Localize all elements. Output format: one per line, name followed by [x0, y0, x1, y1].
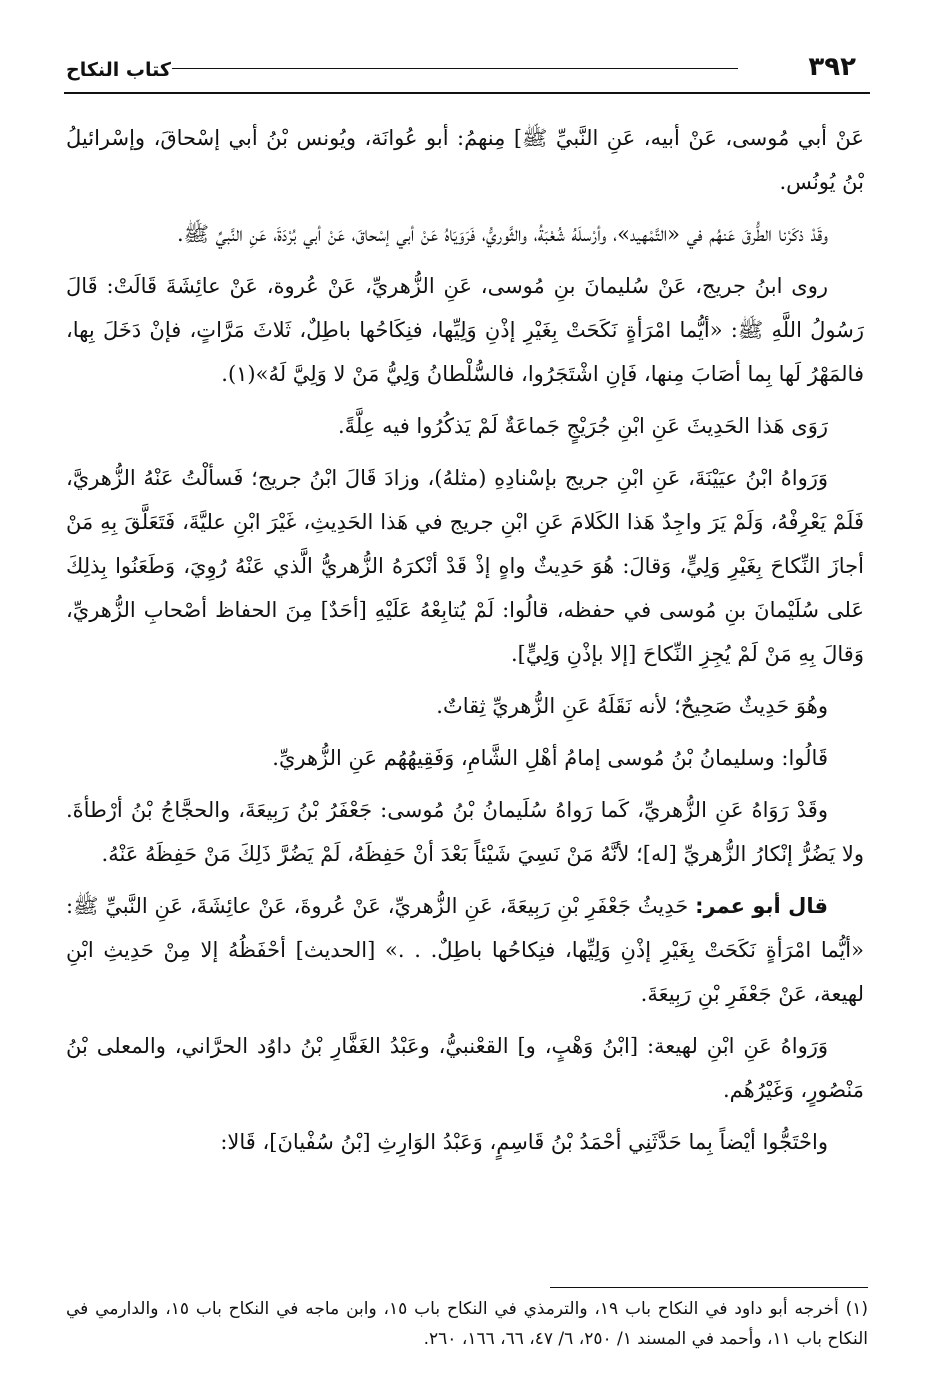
- paragraph: روى ابنُ جريج، عَنْ سُليمانَ بنِ مُوسى، عَنِ الزُّهريِّ، عَنْ عُروة، عَنْ عائِشَةَ قَالَتْ: قَالَ رَسُولُ اللَّهِ ﷺ: «أيُّما امْرَأةٍ نَكَحَتْ بِغَيْرِ إذْنِ وَلِيِّها، فنِكَاحُها باطِلٌ، ثَلاثَ مَرَّاتٍ، فإنْ دَخَلَ بِها، فالمَهْرُ لَها بِما أصَابَ مِنها، فَإنِ اشْتَجَرُوا، فالسُّلْطانُ وَلِيُّ مَنْ لا وَلِيَّ لَهُ»(١).: [66, 274, 864, 386]
- paragraph: [66, 884, 864, 1016]
- paragraph: رَوَى هَذا الحَدِيثَ عَنِ ابْنِ جُرَيْجٍ جَماعَةٌ لَمْ يَذكُرُوا فيه عِلَّةً.: [338, 414, 828, 438]
- paragraph: وهُوَ حَدِيثٌ صَحِيحٌ؛ لأنه نَقَلَهُ عَنِ الزُّهريِّ ثِقاتٌ.: [436, 694, 828, 718]
- header-divider: [64, 92, 870, 94]
- footnote: (١) أخرجه أبو داود في النكاح باب ١٩، والترمذي في النكاح باب ١٥، وابن ماجه في النكاح باب ١٥، والدارمي في النكاح باب ١١، وأحمد في المسند ١/ ٢٥٠، ٦/ ٤٧، ٦٦، ١٦٦، ٢٦٠.: [66, 1299, 868, 1349]
- speaker-label: قال أبو عمر:: [695, 894, 828, 918]
- page-header: [66, 42, 856, 90]
- paragraph: قَالُوا: وسليمانُ بْنُ مُوسى إمامُ أهْلِ الشَّامِ، وَفَقِيهُهُم عَنِ الزُّهريِّ.: [272, 746, 828, 770]
- paragraph: عَنْ أبي مُوسى، عَنْ أبيه، عَنِ النَّبيِّ ﷺ] مِنهمُ: أبو عُوانَة، ويُونس بْنُ أبي إسْحاقَ، وإسْرائيلُ بْنُ يُونُس.: [66, 126, 864, 194]
- paragraph-text: حَدِيثُ جَعْفَرِ بْنِ رَبِيعَةَ، عَنِ الزُّهريِّ، عَنْ عُروةَ، عَنْ عائِشَةَ، عَنِ النَّبيِّ ﷺ: «أيُّما امْرَأةٍ نَكَحَتْ بِغَيْرِ إذْنِ وَلِيِّها، فنِكاحُها باطِلٌ. . .» [الحديث] أحْفَظُهُ إلا مِنْ حَدِيثِ ابْنِ لهيعة، عَنْ جَعْفَرِ بْنِ رَبِيعَةَ.: [66, 894, 864, 1006]
- page-number: ٣٩٢: [808, 52, 856, 82]
- paragraph: وَرَواهُ ابْنُ عيَيْنَةَ، عَنِ ابْنِ جريج بإسْنادِهِ (مثلهُ)، وزادَ قَالَ ابْنُ جريج؛ فَسألْتُ عَنْهُ الزُّهريَّ، فَلَمْ يَعْرِفْهُ، وَلَمْ يَرَ واجِدٌ هَذا الكَلامَ عَنِ ابْنِ جريج في هَذا الحَدِيثِ، غَيْرَ ابْنِ عليَّةَ، فَتَعَلَّقَ بِهِ مَنْ أجازَ النِّكاحَ بِغَيْرِ وَلِيٍّ، وَقالَ: هُوَ حَدِيثٌ واهٍ إذْ قَدْ أنْكرَهُ الزُّهريُّ الَّذي عَنْهُ رُوِيَ، وَطَعَنُوا بِذلِكَ عَلى سُلَيْمانَ بنِ مُوسى في حفظه، قالُوا: لَمْ يُتابِعْهُ عَلَيْهِ [أحَدٌ] مِنَ الحفاظ أصْحابِ الزُّهريِّ، وَقالَ بِهِ مَنْ لَمْ يُجِزِ النِّكاحَ [إلا بإذْنِ وَلِيٍّ].: [66, 466, 864, 666]
- paragraph: وقَدْ رَوَاهُ عَنِ الزُّهريِّ، كَما رَواهُ سُلَيمانُ بْنُ مُوسى: جَعْفَرُ بْنُ رَبِيعَةَ، والحجَّاجُ بْنُ أرْطأةَ. ولا يَضُرُّ إنْكارُ الزُّهريِّ [له]؛ لأنَّهُ مَنْ نَسِيَ شَيْئاً بَعْدَ أنْ حَفِظَهُ، لَمْ يَضُرَّ ذَلِكَ مَنْ حَفِظَهُ عَنْهُ.: [66, 798, 864, 866]
- running-title: كتاب النكاح: [66, 59, 171, 81]
- body-text: [66, 116, 864, 1172]
- paragraph: وقَدْ ذكَرْنا الطُّرقَ عَنهُم في «التَّمْهيد»، وأرْسلَهُ شُعْبَةُ، والثَّوريُّ، فَرَوَيَاهُ عَنْ أبي إسْحاقَ، عَنْ أبي بُرْدَةَ، عَنِ النَّبيِّ ﷺ.: [176, 222, 828, 246]
- paragraph: واحْتَجُّوا أيْضاً بِما حَدَّثَنِي أحْمَدُ بْنُ قَاسِمٍ، وَعَبْدُ الوَارِثِ [بْنُ سُفْيانَ]، قَالا:: [220, 1130, 828, 1154]
- header-rule: [172, 68, 738, 69]
- paragraph: وَرَواهُ عَنِ ابْنِ لهيعة: [ابْنُ وَهْبٍ، و] القعْنبيُّ، وعَبْدُ الغَفَّارِ بْنُ داوُد الحرَّاني، والمعلى بْنُ مَنْصُورٍ، وَغَيْرُهُم.: [66, 1034, 864, 1102]
- footnote-separator: [550, 1287, 868, 1288]
